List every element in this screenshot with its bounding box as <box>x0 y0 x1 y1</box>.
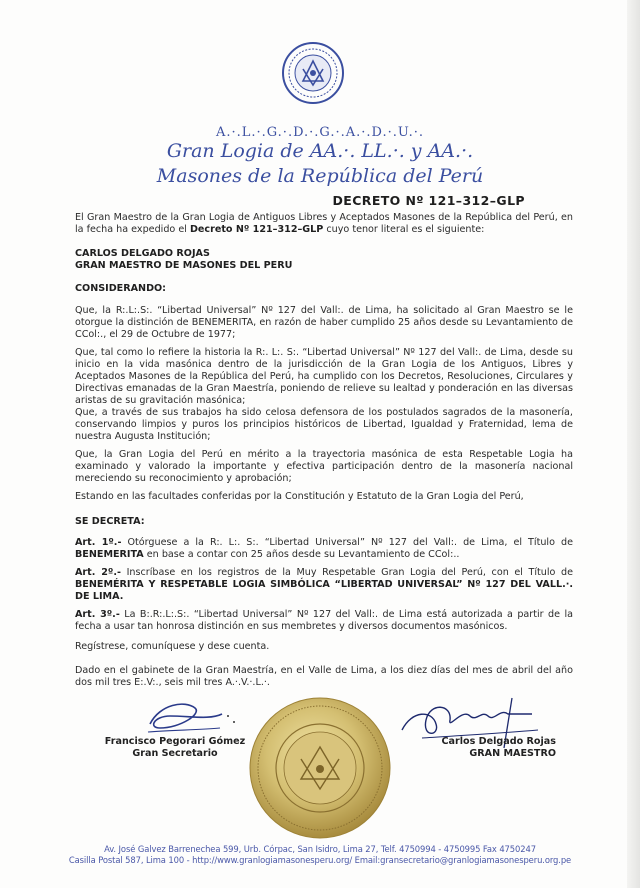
right-signatory-role: GRAN MAESTRO <box>469 748 556 759</box>
decreta-heading: SE DECRETA: <box>75 516 145 527</box>
left-signature-graphic <box>140 694 240 738</box>
registrese-line: Regístrese, comuníquese y dese cuenta. <box>75 641 270 652</box>
article-3-text: La B:.R:.L:.S:. “Libertad Universal” Nº 127 del Vall:. de Lima está autorizada a partir de la fecha a usar tan honrosa distinción en sus membretes y diversos documentos masónicos. <box>75 609 573 632</box>
intro-text-start: El Gran Maestro de la Gran Logia de Antiguos Libres y Aceptados Masones de la República del Perú, en la fecha ha expedido el <box>75 212 573 235</box>
considerando-paragraph-2: Que, tal como lo refiere la historia la R:. L:. S:. “Libertad Universal” Nº 127 del Vall:. de Lima, desde su inicio en la vida masónica dentro de la jurisdicción de la Gran Logia de los Antiguos, Libres y Aceptados Masones de la República del Perú, ha cumplido con los Decretos, Resoluciones, Circulares y Directivas emanadas de la Gran Maestría, poniendo de relieve su lealtad y ponderación en las diversas aristas de su gravitación masónica; <box>75 347 573 406</box>
masonic-emblem-icon <box>281 41 345 105</box>
issuer-name: CARLOS DELGADO ROJAS <box>75 248 210 259</box>
article-1-text-end: en base a contar con 25 años desde su Levantamiento de CCol:.. <box>143 549 460 560</box>
footer-address: Av. José Galvez Barrenechea 599, Urb. Córpac, San Isidro, Lima 27, Telf. 4750994 - 4750995 Fax 4750247 <box>104 844 536 854</box>
article-1-text-start: Otórguese a la R:. L:. S:. “Libertad Universal” Nº 127 del Vall:. de Lima, el Título de <box>121 537 573 548</box>
left-signatory-name: Francisco Pegorari Gómez <box>104 736 246 747</box>
decree-title: DECRETO Nº 121–312–GLP <box>332 193 525 208</box>
intro-text-end: cuyo tenor literal es el siguiente: <box>323 224 485 235</box>
intro-paragraph <box>75 212 573 236</box>
considerando-paragraph-4: Que, la Gran Logia del Perú en mérito a la trayectoria masónica de esta Respetable Logia ha examinado y valorado la importante y efectiva participación dentro de la masonería nacional mereciendo su reconocimiento y aprobación; <box>75 449 573 484</box>
considerando-paragraph-5: Estando en las facultades conferidas por la Constitución y Estatuto de la Gran Logia del Perú, <box>75 491 524 502</box>
article-1-title: BENEMERITA <box>75 549 144 560</box>
article-2-title: BENEMÉRITA Y RESPETABLE LOGIA SIMBÓLICA “LIBERTAD UNIVERSAL” Nº 127 DEL VALL.·. DE LIMA. <box>75 579 573 602</box>
dado-paragraph: Dado en el gabinete de la Gran Maestría, en el Valle de Lima, a los diez días del mes de abril del año dos mil tres E:.V:., seis mil tres A.·.V.·.L.·. <box>75 665 573 688</box>
letterhead-org-name-line2: Masones de la República del Perú <box>156 165 484 187</box>
considerando-paragraph-3: Que, a través de sus trabajos ha sido celosa defensora de los postulados sagrados de la masonería, conservando limpios y puros los principios históricos de Libertad, Igualdad y Fraternidad, lema de nuestra Augusta Institución; <box>75 407 573 442</box>
right-signatory <box>396 736 556 760</box>
article-3-label: Art. 3º.- <box>75 609 120 620</box>
footer-contact: Casilla Postal 587, Lima 100 - http://www.granlogiamasonesperu.org/ Email:gransecretario@granlogiamasonesperu.org.pe <box>68 855 572 865</box>
article-3 <box>75 609 573 633</box>
article-1 <box>75 537 573 561</box>
considerando-heading: CONSIDERANDO: <box>75 283 167 294</box>
left-signatory-role: Gran Secretario <box>132 748 218 759</box>
right-signatory-name: Carlos Delgado Rojas <box>441 736 556 747</box>
article-2-label: Art. 2º.- <box>75 567 121 578</box>
intro-decree-number: Decreto Nº 121–312–GLP <box>189 224 324 235</box>
letterhead-org-name-line1: Gran Logia de AA.·. LL.·. y AA.·. <box>166 140 474 162</box>
considerando-paragraph-1: Que, la R:.L:.S:. “Libertad Universal” Nº 127 del Vall:. de Lima, ha solicitado al Gran Maestro se le otorgue la distinción de BENEMERITA, en razón de haber cumplido 25 años desde su Levantamiento de CCol:., el 29 de Octubre de 1977; <box>75 305 573 340</box>
article-1-label: Art. 1º.- <box>75 537 122 548</box>
article-2 <box>75 567 573 603</box>
left-signatory <box>85 736 265 760</box>
article-2-text: Inscríbase en los registros de la Muy Respetable Gran Logia del Perú, con el Título de <box>120 567 573 578</box>
issuer-title: GRAN MAESTRO DE MASONES DEL PERU <box>75 260 293 271</box>
gold-seal-icon <box>249 697 391 839</box>
letterhead-abbreviation: A.·.L.·.G.·.D.·.G.·.A.·.D.·.U.·. <box>215 125 425 140</box>
